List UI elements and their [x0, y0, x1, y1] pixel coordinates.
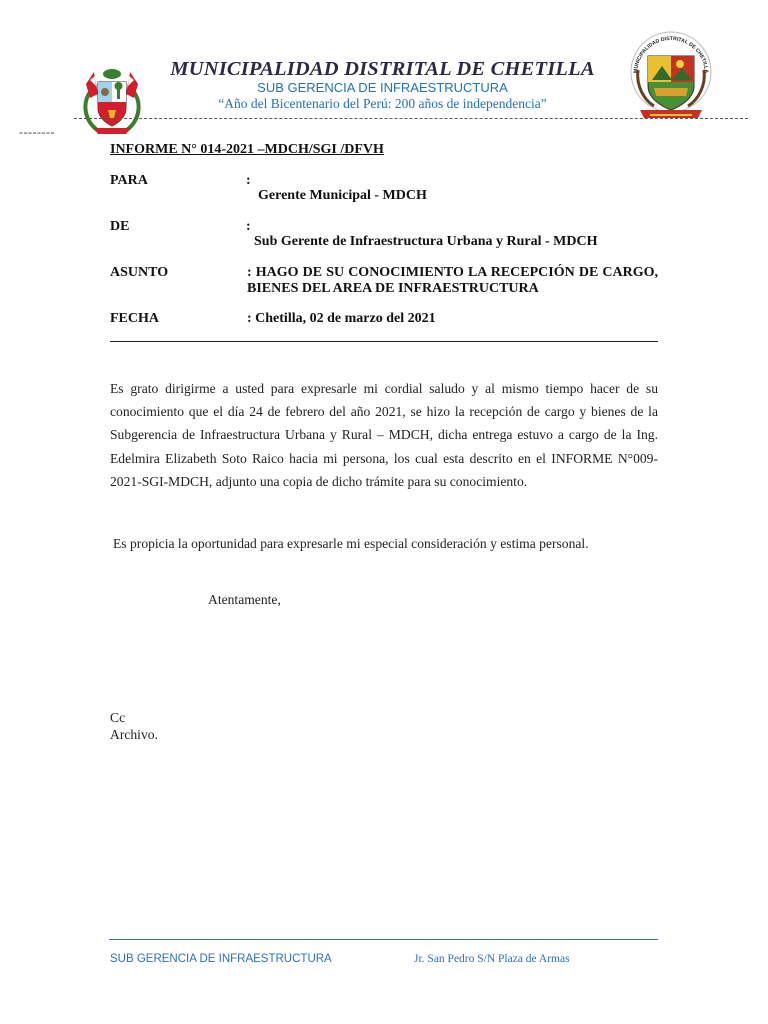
fecha-label: FECHA — [110, 311, 159, 326]
footer-address: Jr. San Pedro S/N Plaza de Armas — [414, 953, 570, 965]
department-subtitle: SUB GERENCIA DE INFRAESTRUCTURA — [257, 80, 508, 95]
header-dashed-divider — [74, 118, 748, 119]
chetilla-municipal-seal-emblem — [628, 30, 714, 124]
seal-arc-text — [628, 30, 714, 124]
archive-label: Archivo. — [110, 727, 158, 742]
de-value: Sub Gerente de Infraestructura Urbana y Rural - MDCH — [254, 234, 598, 249]
body-paragraph: Es grato dirigirme a usted para expresarle mi cordial saludo y al mismo tiempo hacer de su conocimiento que el día 24 de febrero del año 2021, se hizo la recepción de cargo y bienes de la Subgerencia de Infraestructura Urbana y Rural – MDCH, dicha entrega estuvo a cargo de la Ing. Edelmira Elizabeth Soto Raico hacia mi persona, los cual esta descrito en el INFORME N°009-2021-SGI-MDCH, adjunto una copia de dicho trámite para su conocimiento. — [110, 381, 658, 489]
memo-header-rule — [110, 341, 658, 342]
footer-rule — [109, 939, 658, 940]
signoff: Atentamente, — [208, 592, 281, 607]
municipality-title: MUNICIPALIDAD DISTRITAL DE CHETILLA — [170, 58, 595, 80]
closing-sentence: Es propicia la oportunidad para expresarle mi especial consideración y estima personal. — [113, 536, 589, 551]
svg-text:MUNICIPALIDAD DISTRITAL DE CHE: MUNICIPALIDAD DISTRITAL DE CHETILLA — [632, 35, 710, 74]
cc-label: Cc — [110, 710, 126, 725]
para-label: PARA — [110, 173, 148, 188]
year-motto: “Año del Bicentenario del Perú: 200 años de independencia” — [218, 96, 547, 111]
asunto-value: : HAGO DE SU CONOCIMIENTO LA RECEPCIÓN DE CARGO, BIENES DEL AREA DE INFRAESTRUCTURA — [247, 265, 658, 296]
fecha-value: : Chetilla, 02 de marzo del 2021 — [247, 311, 436, 326]
de-colon: : — [246, 219, 251, 234]
para-value: Gerente Municipal - MDCH — [258, 188, 427, 203]
de-label: DE — [110, 219, 130, 234]
memo-number: INFORME N° 014-2021 –MDCH/SGI /DFVH — [110, 142, 384, 157]
para-colon: : — [246, 173, 251, 188]
peru-coat-of-arms-emblem — [80, 64, 144, 136]
asunto-label: ASUNTO — [110, 265, 169, 280]
footer-department: SUB GERENCIA DE INFRAESTRUCTURA — [110, 953, 332, 965]
left-margin-dashes: -------- — [19, 125, 55, 139]
